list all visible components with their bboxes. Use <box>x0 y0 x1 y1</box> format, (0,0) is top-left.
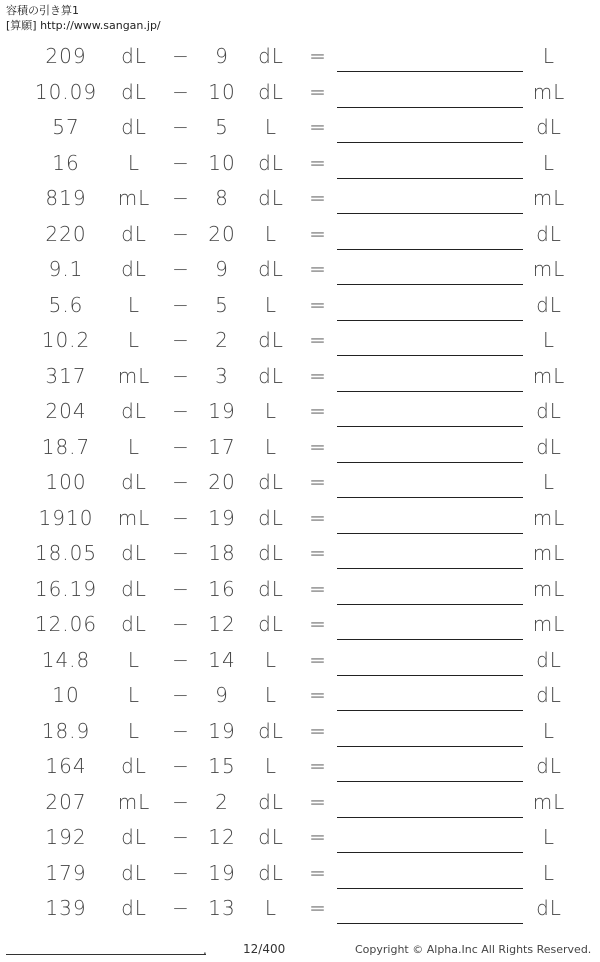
answer-blank[interactable] <box>337 71 523 72</box>
equals-sign: = <box>309 789 327 814</box>
problem-row <box>0 891 600 927</box>
problem-minuend: 16 <box>52 150 80 175</box>
minuend-unit: mL <box>117 505 151 530</box>
minuend-unit: dL <box>121 896 147 920</box>
subtrahend-unit: L <box>264 221 278 246</box>
problem-subtrahend: 19 <box>208 399 236 423</box>
equals-sign: = <box>309 115 327 139</box>
answer-unit: L <box>542 470 556 494</box>
answer-blank[interactable] <box>337 142 523 143</box>
subtrahend-unit: dL <box>258 186 284 210</box>
answer-blank[interactable] <box>337 533 523 534</box>
minus-sign: − <box>172 115 190 139</box>
subtrahend-unit: L <box>264 292 278 317</box>
problem-subtrahend: 19 <box>208 718 236 743</box>
minuend-unit: dL <box>121 470 147 494</box>
answer-unit: mL <box>532 541 566 565</box>
problem-subtrahend: 18 <box>208 541 236 565</box>
answer-blank[interactable] <box>337 923 523 924</box>
equals-sign: = <box>309 647 327 672</box>
subtrahend-unit: L <box>264 896 278 920</box>
answer-blank[interactable] <box>337 604 523 605</box>
problem-row <box>0 217 600 253</box>
answer-unit: dL <box>536 647 562 672</box>
problem-row <box>0 678 600 714</box>
minus-sign: − <box>172 79 190 104</box>
subtrahend-unit: dL <box>258 470 284 494</box>
problem-row <box>0 785 600 821</box>
subtrahend-unit: dL <box>258 505 284 530</box>
minus-sign: − <box>172 363 190 388</box>
minus-sign: − <box>172 754 190 778</box>
name-line <box>6 954 206 955</box>
answer-unit: mL <box>532 363 566 388</box>
answer-unit: L <box>542 328 556 352</box>
equals-sign: = <box>309 328 327 352</box>
problem-minuend: 220 <box>45 221 87 246</box>
answer-unit: dL <box>536 683 562 707</box>
minus-sign: − <box>172 399 190 423</box>
problem-row <box>0 714 600 750</box>
answer-unit: dL <box>536 754 562 778</box>
equals-sign: = <box>309 363 327 388</box>
problem-subtrahend: 12 <box>208 825 236 849</box>
subtrahend-unit: L <box>264 647 278 672</box>
answer-blank[interactable] <box>337 462 523 463</box>
answer-blank[interactable] <box>337 213 523 214</box>
problem-minuend: 5.6 <box>48 292 84 317</box>
minuend-unit: L <box>127 328 141 352</box>
problem-row <box>0 394 600 430</box>
answer-unit: mL <box>532 79 566 104</box>
equals-sign: = <box>309 541 327 565</box>
minuend-unit: L <box>127 434 141 459</box>
worksheet-footer <box>0 938 600 962</box>
answer-unit: L <box>542 44 556 68</box>
problem-subtrahend: 5 <box>215 292 229 317</box>
problem-minuend: 10.2 <box>41 328 91 352</box>
problem-row <box>0 181 600 217</box>
problem-subtrahend: 8 <box>215 186 229 210</box>
subtrahend-unit: dL <box>258 363 284 388</box>
problem-minuend: 179 <box>45 860 87 885</box>
minuend-unit: L <box>127 292 141 317</box>
answer-unit: L <box>542 718 556 743</box>
page-number: 12/400 <box>243 942 286 956</box>
minus-sign: − <box>172 896 190 920</box>
subtrahend-unit: L <box>264 683 278 707</box>
problem-minuend: 10 <box>52 683 80 707</box>
problem-row <box>0 607 600 643</box>
minus-sign: − <box>172 612 190 636</box>
equals-sign: = <box>309 825 327 849</box>
equals-sign: = <box>309 44 327 68</box>
problem-subtrahend: 2 <box>215 328 229 352</box>
equals-sign: = <box>309 683 327 707</box>
problem-subtrahend: 14 <box>208 647 236 672</box>
equals-sign: = <box>309 150 327 175</box>
minuend-unit: L <box>127 150 141 175</box>
problem-minuend: 14.8 <box>41 647 91 672</box>
minuend-unit: L <box>127 647 141 672</box>
minus-sign: − <box>172 186 190 210</box>
problem-row <box>0 856 600 892</box>
problem-subtrahend: 13 <box>208 896 236 920</box>
answer-unit: mL <box>532 576 566 601</box>
problem-row <box>0 643 600 679</box>
equals-sign: = <box>309 718 327 743</box>
problem-subtrahend: 19 <box>208 505 236 530</box>
problem-row <box>0 323 600 359</box>
minuend-unit: dL <box>121 576 147 601</box>
subtrahend-unit: dL <box>258 789 284 814</box>
answer-blank[interactable] <box>337 249 523 250</box>
subtrahend-unit: dL <box>258 541 284 565</box>
answer-blank[interactable] <box>337 391 523 392</box>
problem-row <box>0 110 600 146</box>
equals-sign: = <box>309 505 327 530</box>
equals-sign: = <box>309 399 327 423</box>
subtrahend-unit: dL <box>258 257 284 281</box>
problem-subtrahend: 12 <box>208 612 236 636</box>
answer-blank[interactable] <box>337 781 523 782</box>
subtrahend-unit: dL <box>258 576 284 601</box>
subtrahend-unit: dL <box>258 79 284 104</box>
subtrahend-unit: L <box>264 434 278 459</box>
minuend-unit: L <box>127 683 141 707</box>
problem-subtrahend: 9 <box>215 683 229 707</box>
problem-subtrahend: 19 <box>208 860 236 885</box>
minuend-unit: dL <box>121 44 147 68</box>
subtrahend-unit: dL <box>258 328 284 352</box>
answer-blank[interactable] <box>337 568 523 569</box>
minuend-unit: mL <box>117 363 151 388</box>
minus-sign: − <box>172 576 190 601</box>
problem-subtrahend: 2 <box>215 789 229 814</box>
equals-sign: = <box>309 470 327 494</box>
minuend-unit: dL <box>121 754 147 778</box>
equals-sign: = <box>309 186 327 210</box>
problem-minuend: 18.9 <box>41 718 91 743</box>
problem-row <box>0 536 600 572</box>
minus-sign: − <box>172 257 190 281</box>
answer-unit: mL <box>532 505 566 530</box>
problem-row <box>0 359 600 395</box>
equals-sign: = <box>309 434 327 459</box>
minus-sign: − <box>172 860 190 885</box>
answer-unit: mL <box>532 257 566 281</box>
equals-sign: = <box>309 896 327 920</box>
name-dot: . <box>203 943 207 957</box>
subtrahend-unit: L <box>264 115 278 139</box>
problem-minuend: 12.06 <box>34 612 98 636</box>
answer-blank[interactable] <box>337 426 523 427</box>
answer-unit: mL <box>532 186 566 210</box>
problem-subtrahend: 5 <box>215 115 229 139</box>
problem-minuend: 209 <box>45 44 87 68</box>
problem-row <box>0 749 600 785</box>
subtrahend-unit: L <box>264 754 278 778</box>
answer-unit: dL <box>536 221 562 246</box>
equals-sign: = <box>309 221 327 246</box>
problem-subtrahend: 10 <box>208 79 236 104</box>
minus-sign: − <box>172 825 190 849</box>
problem-minuend: 819 <box>45 186 87 210</box>
copyright-text: Copyright © Alpha.Inc All Rights Reserved. <box>355 943 592 956</box>
problem-minuend: 57 <box>52 115 80 139</box>
problem-minuend: 207 <box>45 789 87 814</box>
problem-subtrahend: 9 <box>215 257 229 281</box>
problem-row <box>0 146 600 182</box>
worksheet-header <box>6 3 161 33</box>
minuend-unit: dL <box>121 860 147 885</box>
worksheet-title: 容積の引き算1 <box>6 4 79 17</box>
problem-minuend: 10.09 <box>34 79 98 104</box>
minus-sign: − <box>172 718 190 743</box>
minuend-unit: mL <box>117 789 151 814</box>
problem-row <box>0 252 600 288</box>
minus-sign: − <box>172 150 190 175</box>
problem-subtrahend: 3 <box>215 363 229 388</box>
minuend-unit: L <box>127 718 141 743</box>
problem-minuend: 139 <box>45 896 87 920</box>
problem-row <box>0 430 600 466</box>
subtrahend-unit: dL <box>258 44 284 68</box>
problem-subtrahend: 16 <box>208 576 236 601</box>
subtrahend-unit: dL <box>258 718 284 743</box>
answer-blank[interactable] <box>337 817 523 818</box>
problem-minuend: 18.05 <box>34 541 98 565</box>
answer-unit: L <box>542 825 556 849</box>
problem-minuend: 192 <box>45 825 87 849</box>
answer-unit: mL <box>532 789 566 814</box>
minus-sign: − <box>172 505 190 530</box>
equals-sign: = <box>309 576 327 601</box>
minus-sign: − <box>172 789 190 814</box>
answer-unit: mL <box>532 612 566 636</box>
minus-sign: − <box>172 541 190 565</box>
problem-minuend: 204 <box>45 399 87 423</box>
problem-row <box>0 820 600 856</box>
problem-minuend: 16.19 <box>34 576 98 601</box>
problem-row <box>0 39 600 75</box>
answer-unit: dL <box>536 292 562 317</box>
minus-sign: − <box>172 221 190 246</box>
answer-blank[interactable] <box>337 107 523 108</box>
problem-row <box>0 572 600 608</box>
minus-sign: − <box>172 470 190 494</box>
equals-sign: = <box>309 754 327 778</box>
minus-sign: − <box>172 328 190 352</box>
equals-sign: = <box>309 257 327 281</box>
problem-minuend: 1910 <box>38 505 94 530</box>
problem-row <box>0 501 600 537</box>
answer-blank[interactable] <box>337 320 523 321</box>
equals-sign: = <box>309 612 327 636</box>
answer-blank[interactable] <box>337 675 523 676</box>
minuend-unit: mL <box>117 186 151 210</box>
answer-blank[interactable] <box>337 355 523 356</box>
problem-minuend: 317 <box>45 363 87 388</box>
minuend-unit: dL <box>121 79 147 104</box>
problem-row <box>0 75 600 111</box>
answer-blank[interactable] <box>337 852 523 853</box>
minuend-unit: dL <box>121 399 147 423</box>
answer-blank[interactable] <box>337 497 523 498</box>
problem-subtrahend: 10 <box>208 150 236 175</box>
problem-subtrahend: 20 <box>208 221 236 246</box>
site-url: [算願] http://www.sangan.jp/ <box>6 19 161 32</box>
equals-sign: = <box>309 79 327 104</box>
minuend-unit: dL <box>121 825 147 849</box>
minuend-unit: dL <box>121 115 147 139</box>
minus-sign: − <box>172 44 190 68</box>
answer-blank[interactable] <box>337 710 523 711</box>
minuend-unit: dL <box>121 541 147 565</box>
subtrahend-unit: dL <box>258 150 284 175</box>
minuend-unit: dL <box>121 612 147 636</box>
problem-list <box>0 39 600 927</box>
answer-blank[interactable] <box>337 284 523 285</box>
subtrahend-unit: dL <box>258 612 284 636</box>
problem-row <box>0 288 600 324</box>
subtrahend-unit: dL <box>258 825 284 849</box>
minus-sign: − <box>172 434 190 459</box>
answer-blank[interactable] <box>337 746 523 747</box>
answer-blank[interactable] <box>337 639 523 640</box>
answer-blank[interactable] <box>337 888 523 889</box>
answer-unit: dL <box>536 434 562 459</box>
answer-blank[interactable] <box>337 178 523 179</box>
minus-sign: − <box>172 683 190 707</box>
answer-unit: L <box>542 860 556 885</box>
problem-minuend: 18.7 <box>41 434 91 459</box>
equals-sign: = <box>309 292 327 317</box>
subtrahend-unit: dL <box>258 860 284 885</box>
answer-unit: L <box>542 150 556 175</box>
equals-sign: = <box>309 860 327 885</box>
minuend-unit: dL <box>121 257 147 281</box>
minuend-unit: dL <box>121 221 147 246</box>
answer-unit: dL <box>536 115 562 139</box>
problem-minuend: 164 <box>45 754 87 778</box>
problem-subtrahend: 15 <box>208 754 236 778</box>
problem-minuend: 9.1 <box>48 257 84 281</box>
problem-subtrahend: 20 <box>208 470 236 494</box>
problem-minuend: 100 <box>45 470 87 494</box>
problem-subtrahend: 9 <box>215 44 229 68</box>
subtrahend-unit: L <box>264 399 278 423</box>
problem-row <box>0 465 600 501</box>
minus-sign: − <box>172 292 190 317</box>
answer-unit: dL <box>536 896 562 920</box>
answer-unit: dL <box>536 399 562 423</box>
problem-subtrahend: 17 <box>208 434 236 459</box>
minus-sign: − <box>172 647 190 672</box>
